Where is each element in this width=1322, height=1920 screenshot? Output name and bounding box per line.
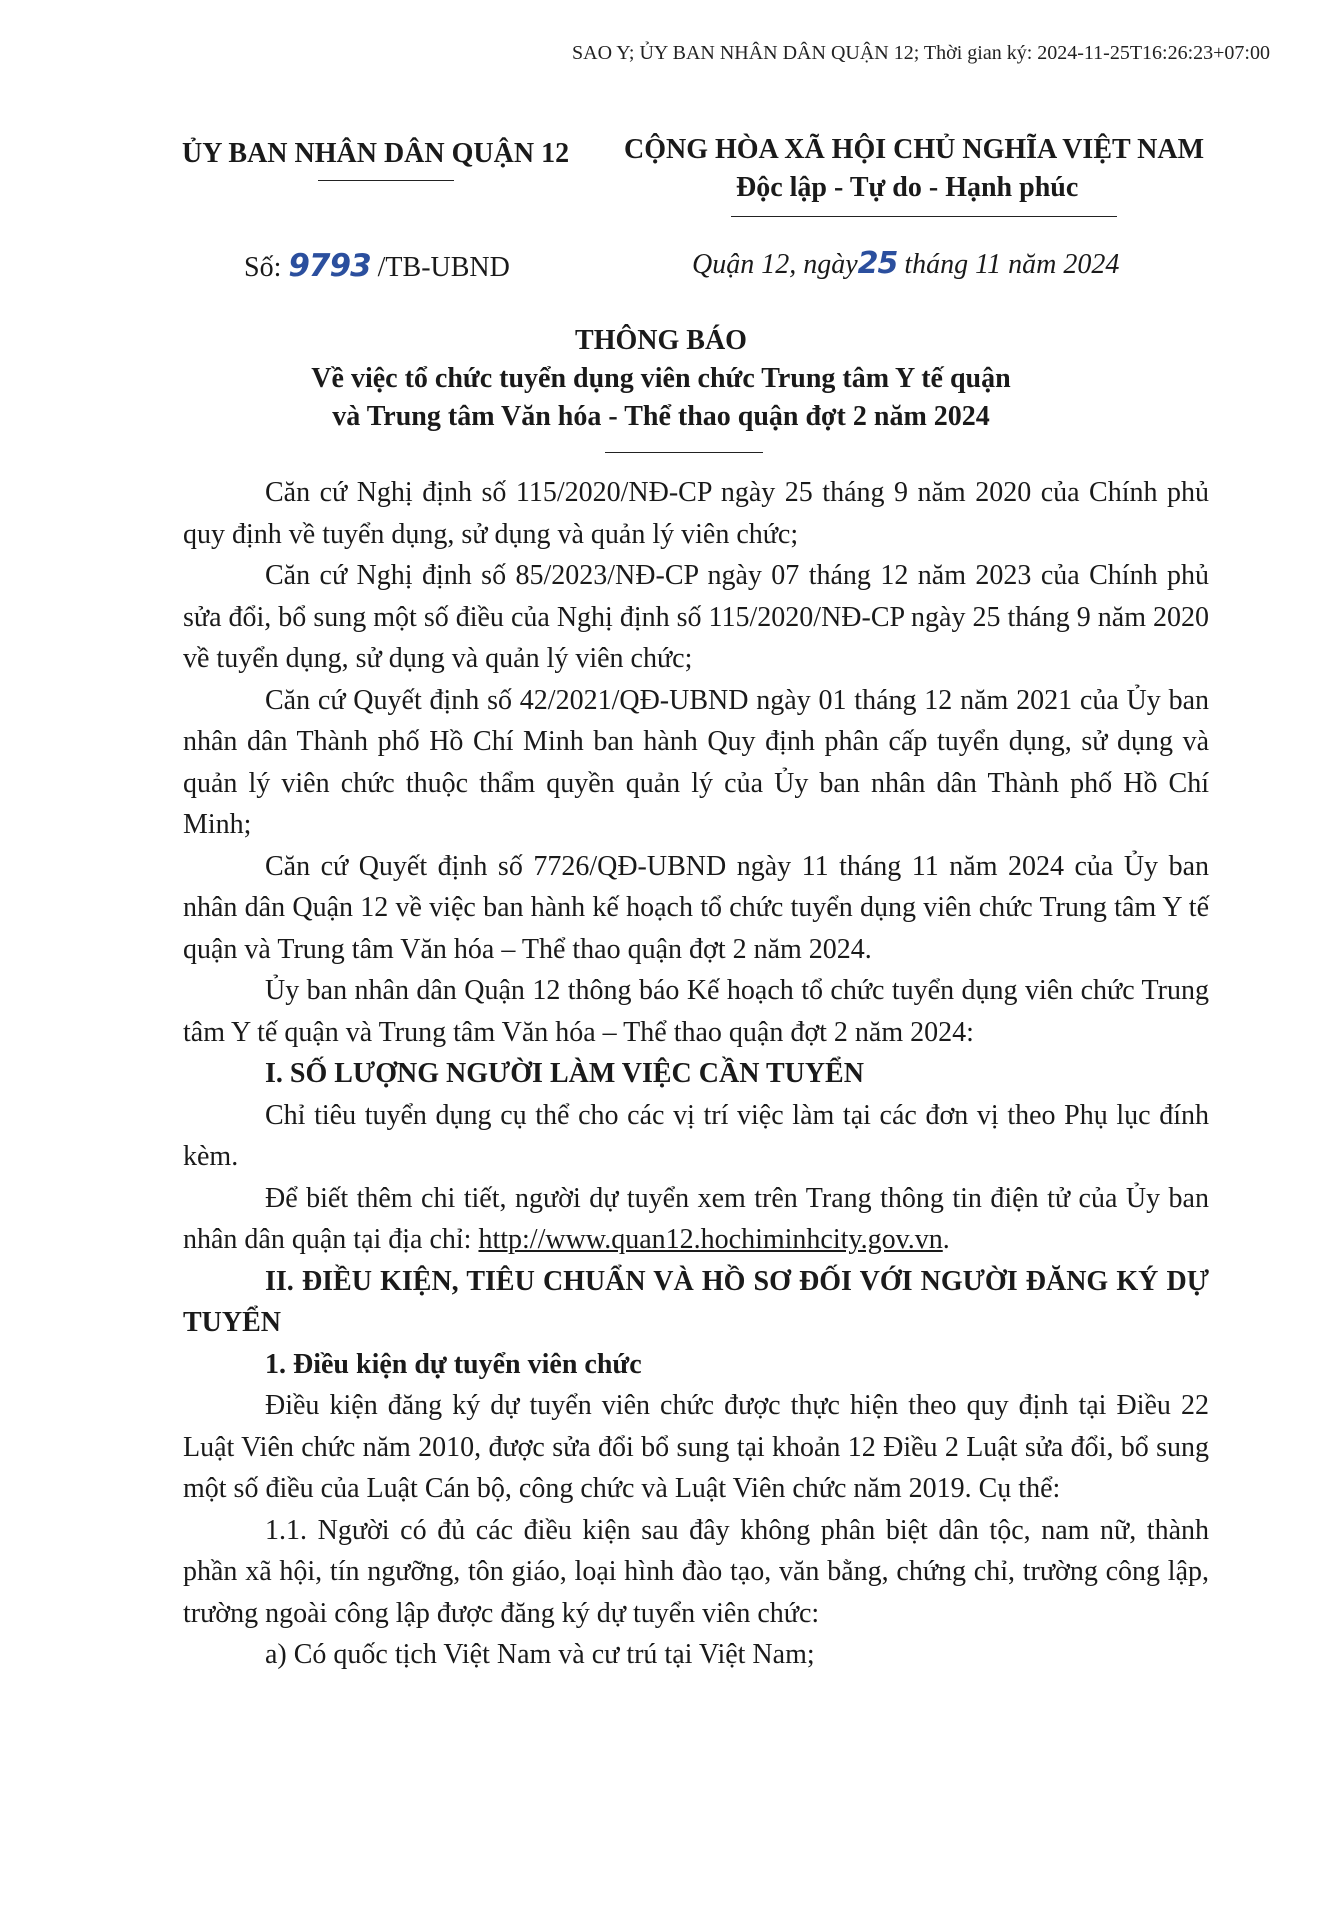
details-text: Để biết thêm chi tiết, người dự tuyển xem trên Trang thông tin điện tử của Ủy ban nhân dân quận tại địa chỉ:	[183, 1182, 1209, 1255]
document-title	[0, 322, 1322, 436]
title-underline	[605, 452, 763, 453]
basis-paragraph-4: Căn cứ Quyết định số 7726/QĐ-UBND ngày 11 tháng 11 năm 2024 của Ủy ban nhân dân Quận 12 về việc ban hành kế hoạch tổ chức tuyển dụng viên chức Trung tâm Y tế quận và Trung tâm Văn hóa – Thể thao quận đợt 2 năm 2024.	[183, 850, 1209, 965]
basis-paragraph-3: Căn cứ Quyết định số 42/2021/QĐ-UBND ngày 01 tháng 12 năm 2021 của Ủy ban nhân dân Thành phố Hồ Chí Minh ban hành Quy định phân cấp tuyển dụng, sử dụng và quản lý viên chức thuộc thẩm quyền quản lý của Ủy ban nhân dân Thành phố Hồ Chí Minh;	[183, 684, 1209, 840]
doc-number-suffix: /TB-UBND	[370, 252, 510, 283]
date-day-handwritten: 25	[857, 246, 898, 281]
details-end: .	[942, 1224, 950, 1255]
digital-signature-stamp: SAO Y; ỦY BAN NHÂN DÂN QUẬN 12; Thời gian ký: 2024-11-25T16:26:23+07:00	[572, 42, 1270, 64]
basis-paragraph-1: Căn cứ Nghị định số 115/2020/NĐ-CP ngày 25 tháng 9 năm 2020 của Chính phủ quy định về tuyển dụng, sử dụng và quản lý viên chức;	[183, 477, 1209, 550]
details-paragraph	[183, 1178, 1209, 1261]
doc-number-prefix: Số:	[244, 252, 289, 283]
condition-a: a) Có quốc tịch Việt Nam và cư trú tại Việt Nam;	[265, 1639, 815, 1670]
announcement-paragraph: Ủy ban nhân dân Quận 12 thông báo Kế hoạch tổ chức tuyển dụng viên chức Trung tâm Y tế quận và Trung tâm Văn hóa – Thể thao quận đợt 2 năm 2024:	[183, 975, 1209, 1048]
document-date	[692, 246, 1119, 281]
doc-number-handwritten: 9793	[288, 248, 371, 284]
subsection-heading-1: 1. Điều kiện dự tuyển viên chức	[265, 1348, 642, 1380]
national-motto: Độc lập - Tự do - Hạnh phúc	[736, 172, 1079, 203]
eligibility-paragraph: 1.1. Người có đủ các điều kiện sau đây không phân biệt dân tộc, nam nữ, thành phần xã hội, tín ngưỡng, tôn giáo, loại hình đào tạo, văn bằng, chứng chỉ, trường công lập, trường ngoài công lập được đăng ký dự tuyển viên chức:	[183, 1514, 1209, 1629]
national-title: CỘNG HÒA XÃ HỘI CHỦ NGHĨA VIỆT NAM	[624, 134, 1205, 165]
title-line-1: Về việc tổ chức tuyển dụng viên chức Trung tâm Y tế quận	[311, 363, 1011, 394]
title-main: THÔNG BÁO	[575, 325, 747, 356]
section-heading-2: II. ĐIỀU KIỆN, TIÊU CHUẨN VÀ HỒ SƠ ĐỐI VỚI NGƯỜI ĐĂNG KÝ DỰ TUYỂN	[183, 1265, 1209, 1338]
date-suffix: tháng 11 năm 2024	[897, 249, 1120, 280]
conditions-paragraph: Điều kiện đăng ký dự tuyển viên chức được thực hiện theo quy định tại Điều 22 Luật Viên chức năm 2010, được sửa đổi bổ sung tại khoản 12 Điều 2 Luật sửa đổi, bổ sung một số điều của Luật Cán bộ, công chức và Luật Viên chức năm 2019. Cụ thể:	[183, 1390, 1209, 1504]
basis-paragraph-2: Căn cứ Nghị định số 85/2023/NĐ-CP ngày 07 tháng 12 năm 2023 của Chính phủ sửa đổi, bổ sung một số điều của Nghị định số 115/2020/NĐ-CP ngày 25 tháng 9 năm 2020 về tuyển dụng, sử dụng và quản lý viên chức;	[183, 560, 1209, 674]
website-link[interactable]: http://www.quan12.hochiminhcity.gov.vn	[478, 1224, 943, 1255]
issuing-organization: ỦY BAN NHÂN DÂN QUẬN 12	[182, 138, 570, 169]
quota-paragraph: Chỉ tiêu tuyển dụng cụ thể cho các vị trí việc làm tại các đơn vị theo Phụ lục đính kèm.	[183, 1099, 1209, 1172]
document-number	[244, 248, 510, 284]
motto-underline	[731, 216, 1117, 217]
date-prefix: Quận 12, ngày	[692, 249, 858, 280]
document-body	[183, 472, 1209, 1676]
org-underline	[318, 180, 454, 181]
section-heading-1: I. SỐ LƯỢNG NGƯỜI LÀM VIỆC CẦN TUYỂN	[265, 1058, 864, 1089]
title-line-2: và Trung tâm Văn hóa - Thể thao quận đợt 2 năm 2024	[332, 401, 990, 432]
